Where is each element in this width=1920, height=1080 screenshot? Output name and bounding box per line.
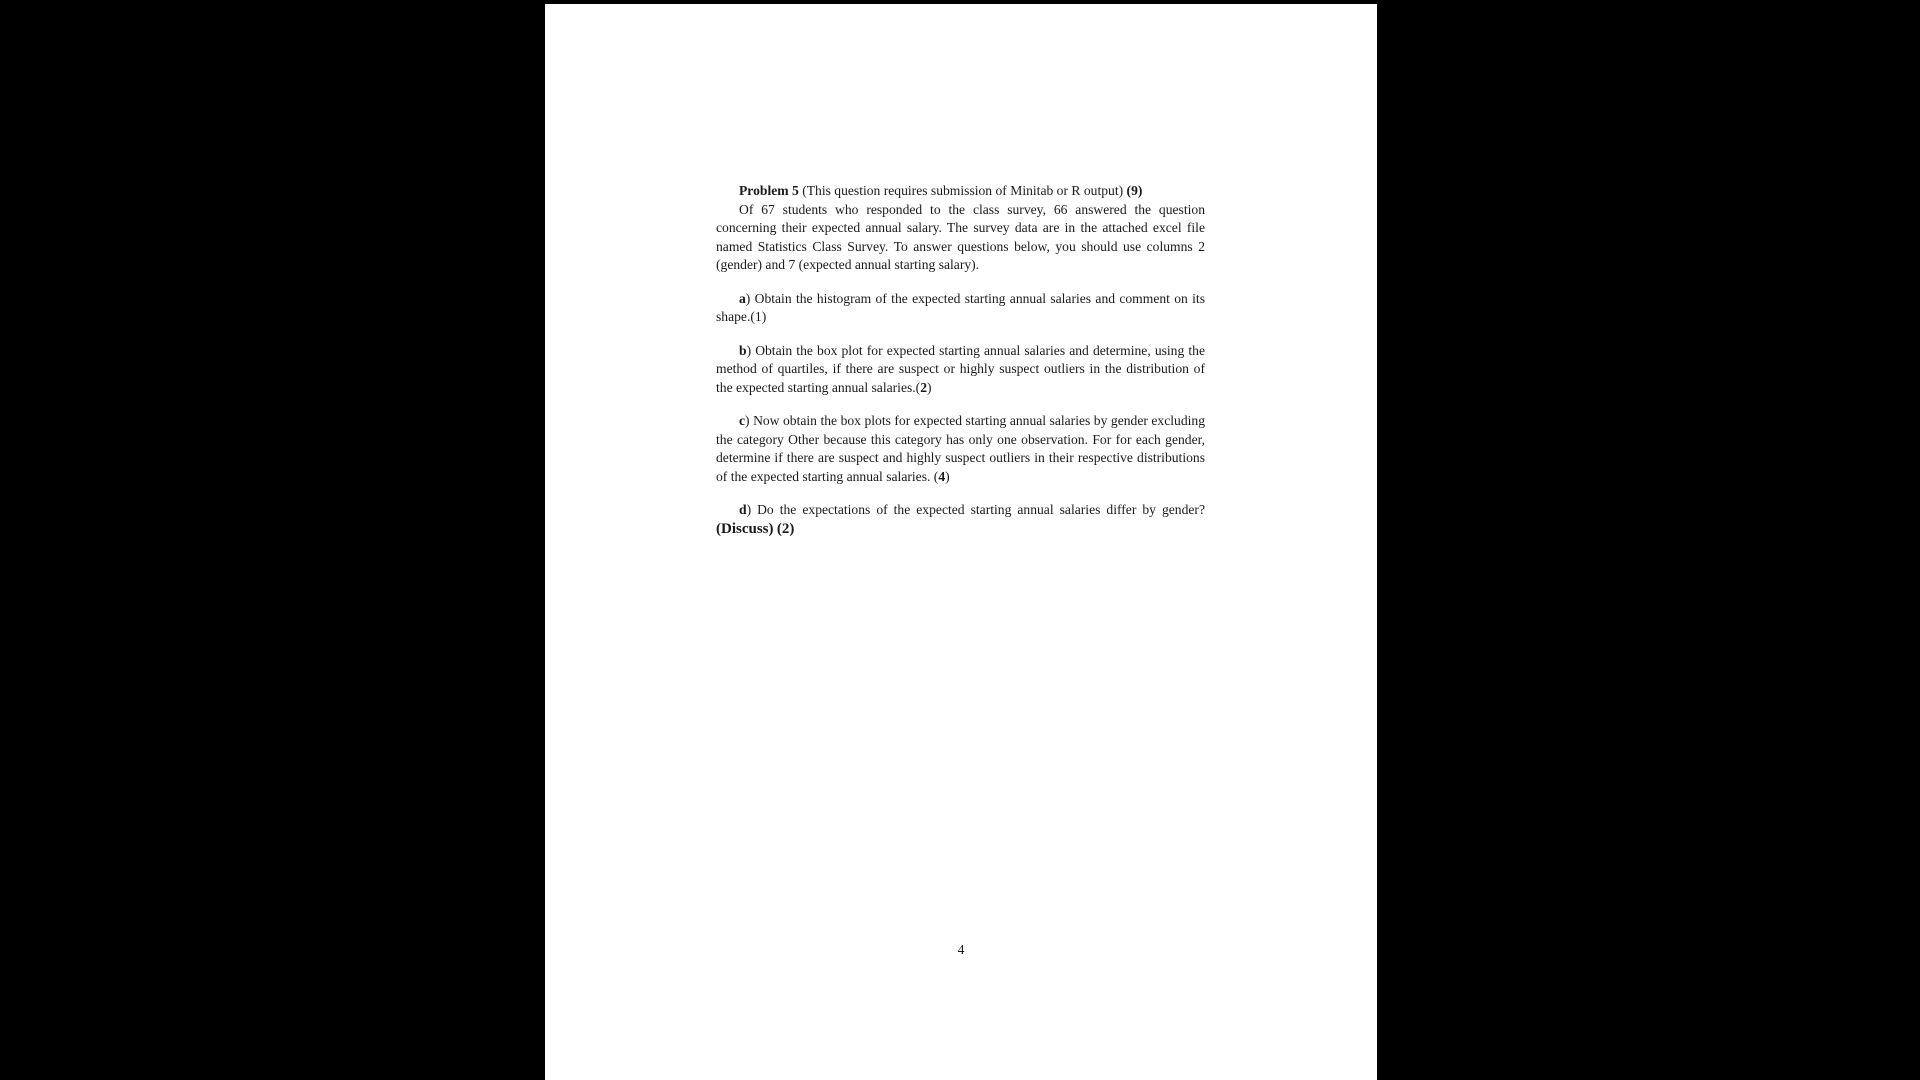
part-d-points: (2) bbox=[776, 520, 795, 537]
problem-points: (9) bbox=[1126, 183, 1143, 198]
part-a bbox=[716, 290, 1205, 327]
part-b-text: ) Obtain the box plot for expected starting annual salaries and determine, using the method of quartiles, if there are suspect or highly suspect outliers in the distribution of the expected starting annual salaries. bbox=[716, 342, 1205, 395]
part-a-points: 1 bbox=[754, 309, 762, 324]
part-d-letter: d bbox=[739, 502, 747, 517]
part-b-points-open: ( bbox=[915, 379, 921, 395]
part-c-points: 4 bbox=[938, 468, 946, 484]
part-b-letter: b bbox=[739, 342, 747, 358]
part-d-discuss: (Discuss) bbox=[716, 520, 774, 537]
part-c-letter: c bbox=[739, 413, 746, 428]
part-b-points-close: ) bbox=[927, 379, 932, 395]
part-c-text: ) Now obtain the box plots for expected starting annual salaries by gender excluding the category Other because this category has only one observation. For for each gender, determine if there are suspect and highly suspect outliers in their respective distributions of the expected starting annual salaries. bbox=[716, 413, 1205, 484]
part-a-text: ) Obtain the histogram of the expected starting annual salaries and comment on its shape. bbox=[716, 290, 1205, 324]
part-a-points-open: ( bbox=[750, 309, 755, 324]
part-c-points-close: ) bbox=[945, 468, 950, 484]
page-number: 4 bbox=[957, 942, 965, 957]
part-d bbox=[716, 501, 1205, 538]
problem-heading: Problem 5 bbox=[739, 183, 799, 198]
document-page bbox=[545, 4, 1377, 1080]
part-c-points-open: ( bbox=[933, 468, 939, 484]
page-content bbox=[716, 182, 1205, 538]
part-b bbox=[716, 342, 1205, 398]
problem-intro: Of 67 students who responded to the class survey, 66 answered the question concerning their expected annual salary. The survey data are in the attached excel file named Statistics Class Survey. To answer questions below, you should use columns 2 (gender) and 7 (expected annual starting salary). bbox=[716, 201, 1205, 272]
part-a-letter: a bbox=[739, 290, 746, 306]
part-b-points: 2 bbox=[920, 379, 927, 395]
part-d-text: ) Do the expectations of the expected starting annual salaries differ by gender? bbox=[746, 502, 1205, 517]
part-c bbox=[716, 412, 1205, 486]
problem-heading-paragraph bbox=[716, 182, 1205, 201]
problem-note: (This question requires submission of Minitab or R output) bbox=[802, 183, 1124, 198]
part-a-points-close: ) bbox=[761, 309, 767, 324]
